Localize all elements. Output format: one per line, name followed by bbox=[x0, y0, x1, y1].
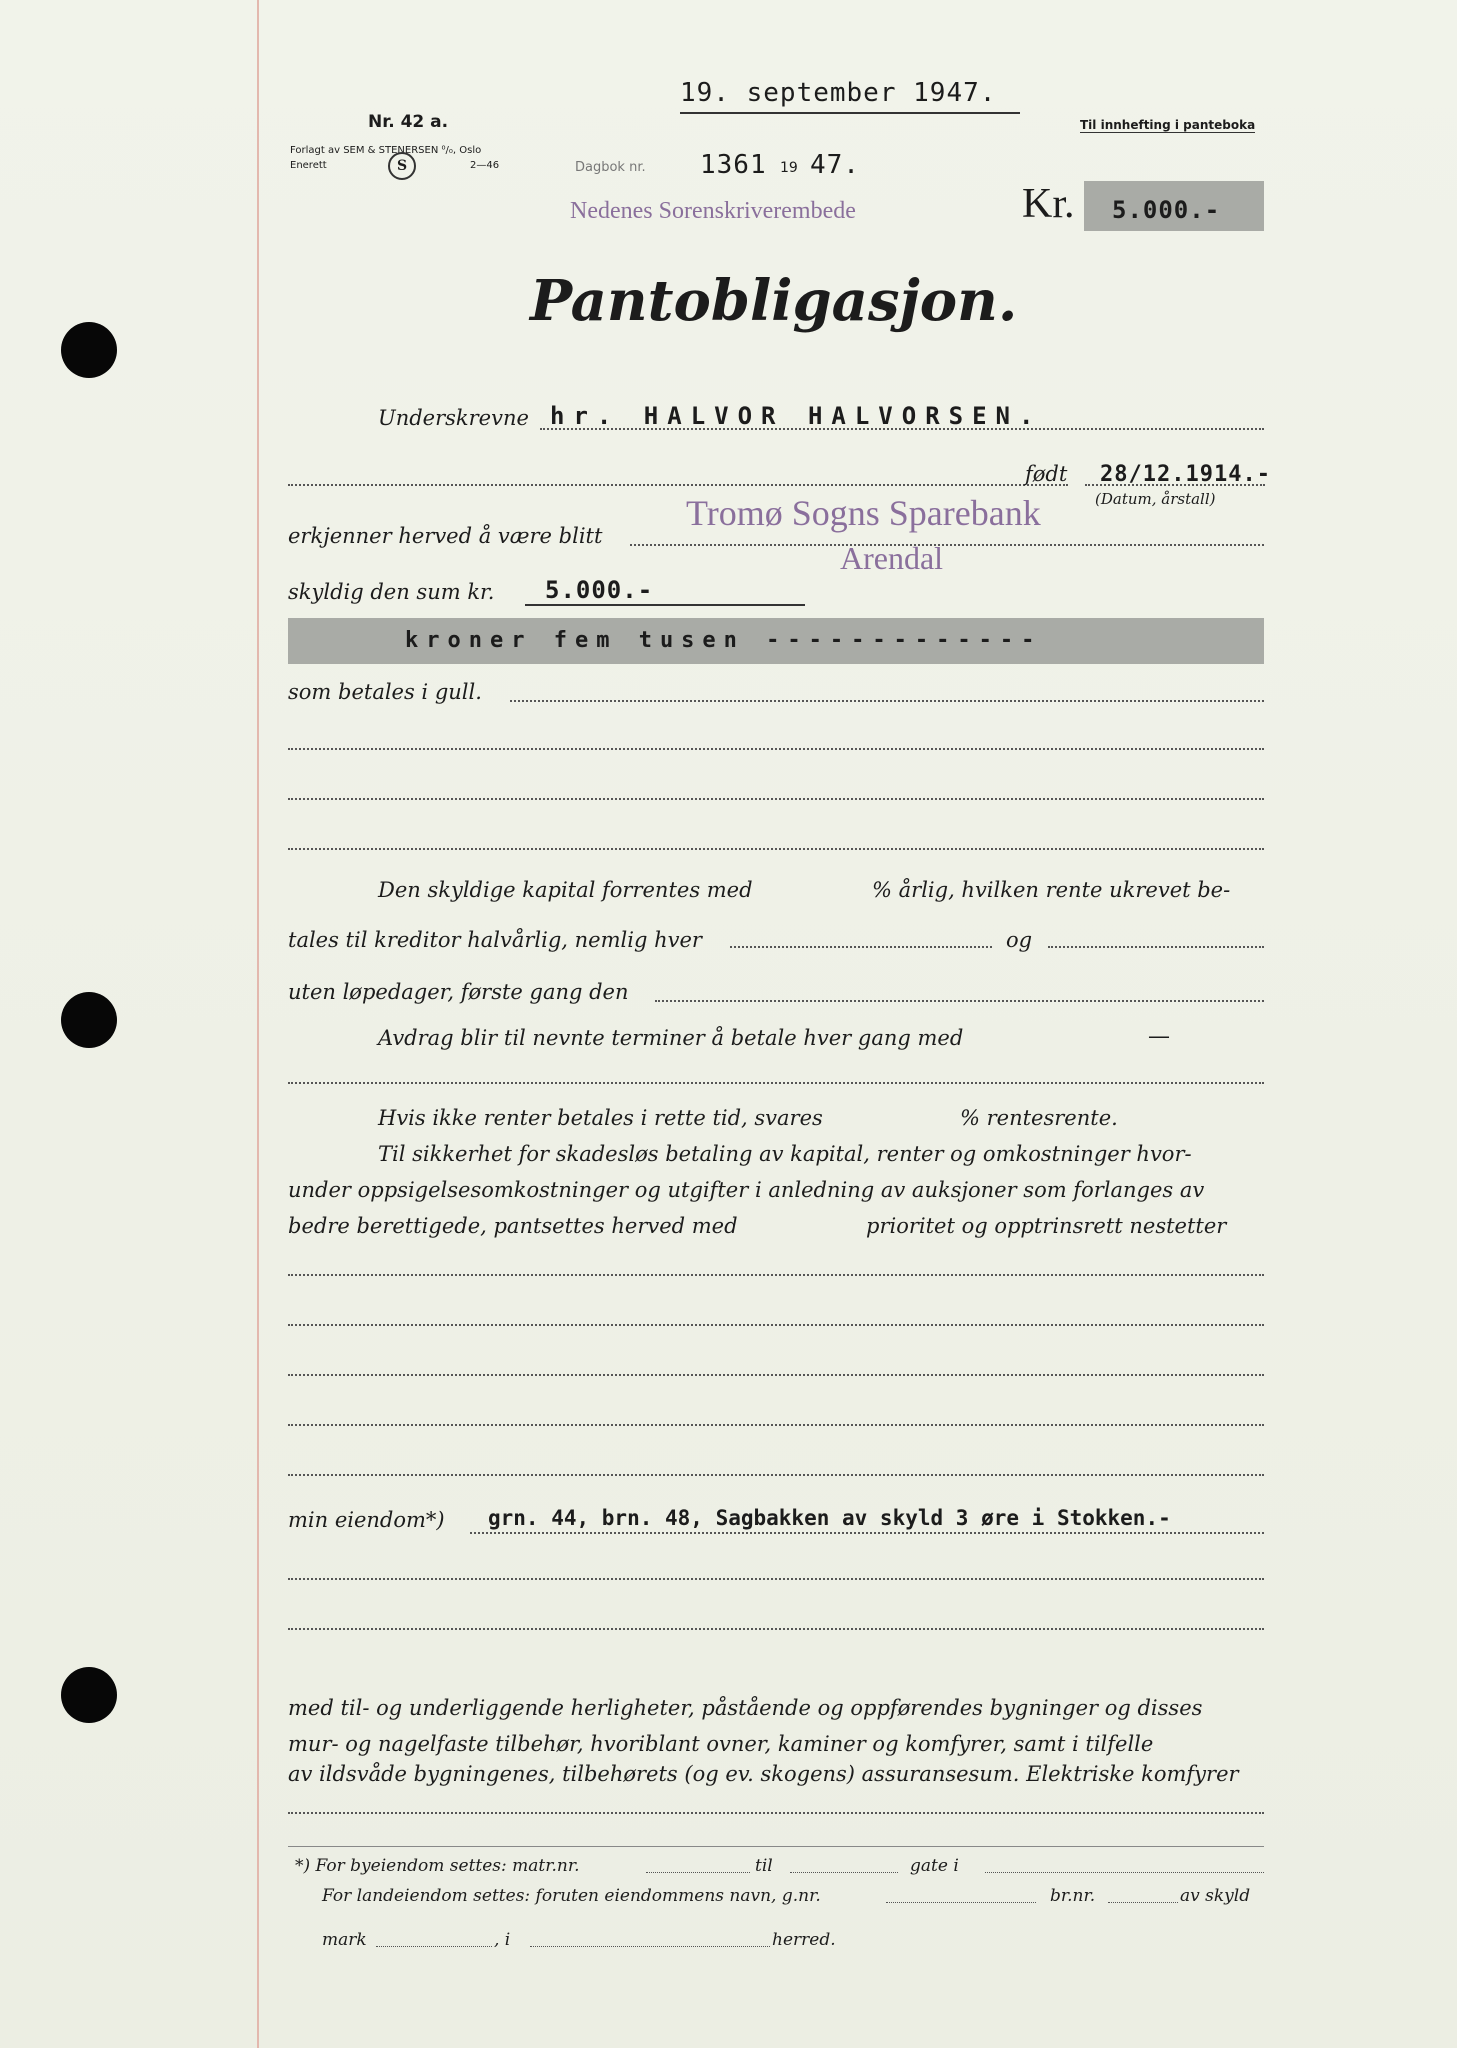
undersigned-value: hr. HALVOR HALVORSEN. bbox=[550, 402, 1043, 430]
footnote-3b: , i bbox=[494, 1930, 511, 1950]
interest-text-1a: Den skyldige kapital forrentes med bbox=[378, 878, 753, 902]
creditor-stamp-name: Tromø Sogns Sparebank bbox=[686, 493, 1041, 533]
footnote-3c: herred. bbox=[772, 1930, 836, 1950]
born-hint: (Datum, årstall) bbox=[1095, 490, 1216, 508]
security-line-2 bbox=[288, 1324, 1264, 1326]
closing-line-1: med til- og underliggende herligheter, påstående og oppførendes bygninger og disses bbox=[288, 1696, 1203, 1720]
paid-label: som betales i gull. bbox=[288, 680, 482, 704]
footnote-1a: *) For byeiendom settes: matr.nr. bbox=[295, 1856, 580, 1876]
dagbok-year-prefix: 19 bbox=[780, 160, 798, 176]
security-line-4 bbox=[288, 1424, 1264, 1426]
closing-line-2: mur- og nagelfaste tilbehør, hvoriblant ovner, kaminer og komfyrer, samt i tilfelle bbox=[288, 1732, 1154, 1756]
document-title: Pantobligasjon. bbox=[530, 268, 1018, 334]
binding-note: Til innhefting i panteboka bbox=[1080, 118, 1256, 132]
form-number: Nr. 42 a. bbox=[368, 112, 449, 132]
acknowledge-label: erkjenner herved å være blitt bbox=[288, 524, 603, 548]
security-para-2: under oppsigelsesomkostninger og utgifter i anledning av auksjoner som forlanges av bbox=[288, 1178, 1205, 1202]
amount-value: 5.000.- bbox=[1112, 196, 1221, 224]
interest-text-2a: tales til kreditor halvårlig, nemlig hver bbox=[288, 928, 702, 952]
born-value: 28/12.1914.- bbox=[1100, 462, 1271, 487]
edition-note: 2—46 bbox=[470, 160, 500, 171]
security-line-5 bbox=[288, 1474, 1264, 1476]
security-line-1 bbox=[288, 1274, 1264, 1276]
punch-hole-top bbox=[61, 322, 117, 378]
dagbok-year: 47. bbox=[810, 150, 860, 180]
blank-line-2 bbox=[288, 798, 1264, 800]
kr-label: Kr. bbox=[1022, 181, 1075, 227]
owe-line bbox=[525, 604, 805, 606]
interest-line-3 bbox=[655, 1000, 1264, 1002]
footnote-2a-line bbox=[886, 1902, 1036, 1903]
owe-label: skyldig den sum kr. bbox=[288, 580, 495, 604]
blank-line-3 bbox=[288, 848, 1264, 850]
footnote-2a: For landeiendom settes: foruten eiendommens navn, g.nr. bbox=[322, 1886, 821, 1906]
footnote-1b: til bbox=[755, 1856, 773, 1876]
renter-text-b: % rentesrente. bbox=[960, 1106, 1118, 1130]
closing-line-3: av ildsvåde bygningenes, tilbehørets (og ev. skogens) assuransesum. Elektriske komfyrer bbox=[288, 1762, 1239, 1786]
footnote-1c-line bbox=[985, 1872, 1264, 1873]
footnote-3b-line bbox=[530, 1946, 770, 1947]
footnote-1c: gate i bbox=[910, 1856, 959, 1876]
property-value: grn. 44, brn. 48, Sagbakken av skyld 3 øre i Stokken.- bbox=[488, 1506, 1171, 1530]
owe-value: 5.000.- bbox=[545, 576, 654, 604]
property-label: min eiendom*) bbox=[288, 1508, 445, 1532]
blank-line-1 bbox=[288, 748, 1264, 750]
property-line-3 bbox=[288, 1628, 1264, 1630]
security-line-3 bbox=[288, 1374, 1264, 1376]
closing-blank-line bbox=[288, 1812, 1264, 1814]
footnote-3a: mark bbox=[322, 1930, 367, 1950]
security-para-3a: bedre berettigede, pantsettes herved med bbox=[288, 1214, 738, 1238]
footnote-2c: av skyld bbox=[1180, 1886, 1251, 1906]
avdrag-text: Avdrag blir til nevnte terminer å betale hver gang med bbox=[378, 1026, 964, 1050]
rights-note: Enerett bbox=[290, 160, 327, 171]
avdrag-value: — bbox=[1148, 1024, 1170, 1049]
interest-text-1b: % årlig, hvilken rente ukrevet be- bbox=[872, 878, 1231, 902]
interest-text-2b: og bbox=[1006, 928, 1033, 952]
footnote-3a-line bbox=[376, 1946, 492, 1947]
property-line-2 bbox=[288, 1578, 1264, 1580]
security-para-1: Til sikkerhet for skadesløs betaling av kapital, renter og omkostninger hvor- bbox=[378, 1142, 1192, 1166]
born-label: født bbox=[1025, 462, 1068, 486]
creditor-stamp-city: Arendal bbox=[840, 540, 944, 576]
avdrag-line bbox=[288, 1082, 1264, 1084]
property-line bbox=[470, 1532, 1264, 1534]
margin-line bbox=[257, 0, 259, 2048]
interest-line-2b bbox=[1048, 946, 1264, 948]
footnote-1b-line bbox=[790, 1872, 898, 1873]
footnote-1a-line bbox=[646, 1872, 750, 1873]
dagbok-label: Dagbok nr. bbox=[575, 160, 646, 175]
publisher-logo: S bbox=[388, 152, 416, 180]
footnote-2b: br.nr. bbox=[1050, 1886, 1096, 1906]
security-para-3b: prioritet og opptrinsrett nestetter bbox=[866, 1214, 1227, 1238]
footnote-2b-line bbox=[1108, 1902, 1178, 1903]
born-line bbox=[288, 484, 1068, 486]
date-underline bbox=[680, 112, 1020, 114]
punch-hole-bottom bbox=[61, 1667, 117, 1723]
creditor-line bbox=[630, 544, 1264, 546]
words-value: kroner fem tusen ------------- bbox=[405, 628, 1043, 653]
born-value-line bbox=[1085, 484, 1265, 486]
dagbok-number: 1361 bbox=[700, 150, 767, 180]
interest-text-3: uten løpedager, første gang den bbox=[288, 980, 629, 1004]
punch-hole-middle bbox=[61, 992, 117, 1048]
undersigned-label: Underskrevne bbox=[378, 406, 529, 430]
publisher-note: Forlagt av SEM & STENERSEN ⁰/₀, Oslo bbox=[290, 145, 482, 156]
footnote-rule bbox=[288, 1846, 1264, 1847]
renter-text-a: Hvis ikke renter betales i rette tid, svares bbox=[378, 1106, 823, 1130]
interest-line-2a bbox=[730, 946, 992, 948]
paid-line bbox=[510, 700, 1264, 702]
office-stamp: Nedenes Sorenskriverembede bbox=[570, 198, 856, 224]
document-date: 19. september 1947. bbox=[680, 78, 997, 108]
